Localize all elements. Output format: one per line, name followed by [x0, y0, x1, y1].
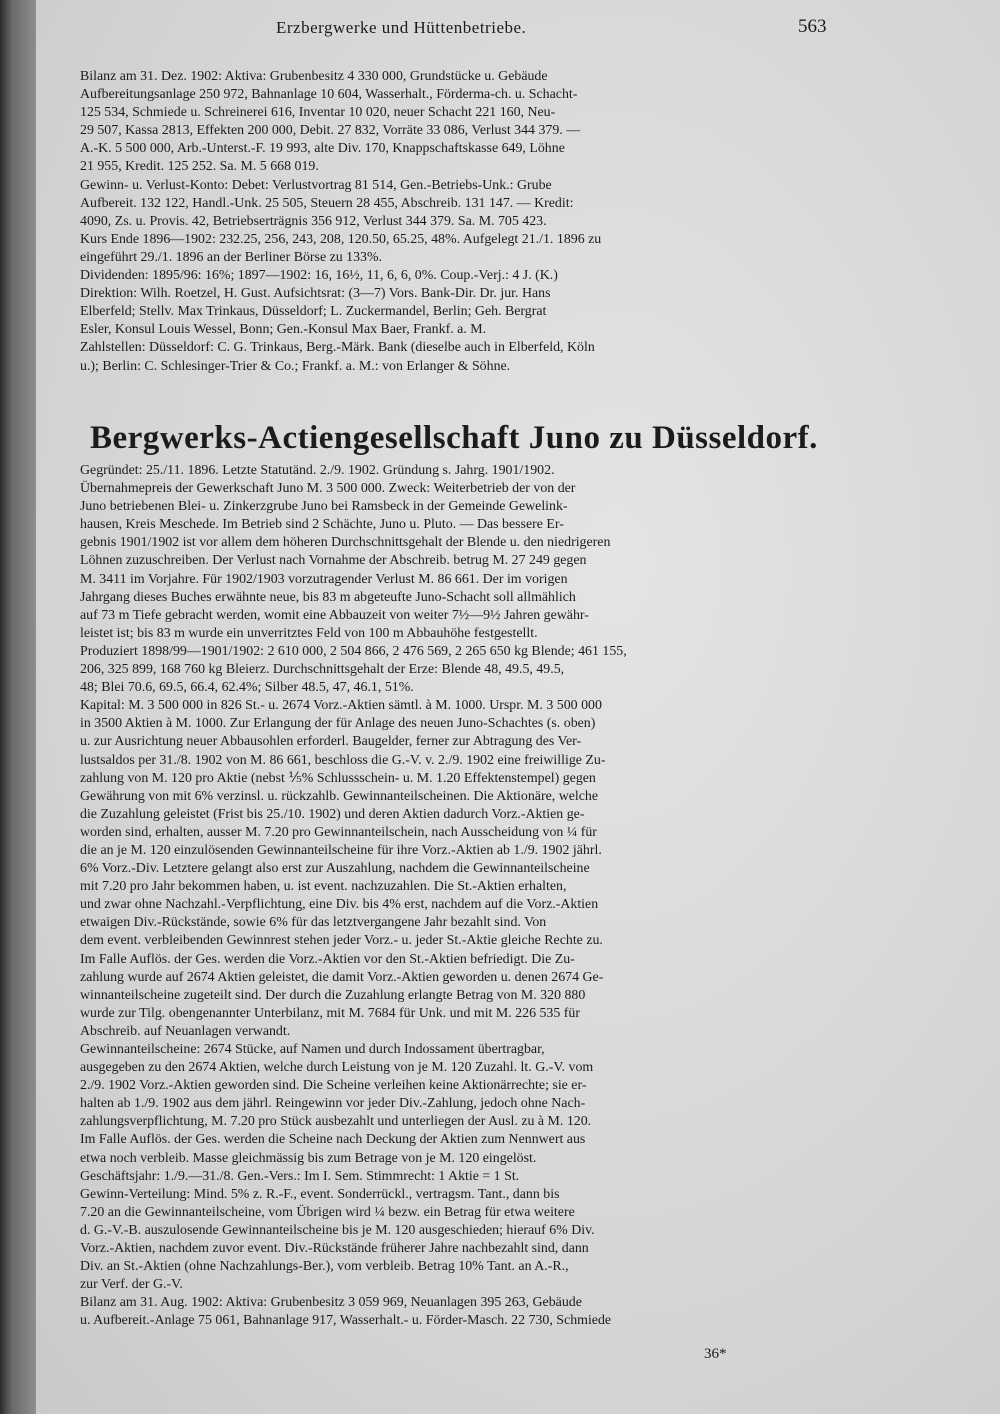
text-line: worden sind, erhalten, ausser M. 7.20 pro Gewinnanteilschein, nach Ausscheidung von ¼ für	[80, 824, 597, 840]
company-entry-body	[80, 462, 892, 1331]
text-line: Im Falle Auflös. der Ges. werden die Vorz.-Aktien vor den St.-Aktien befriedigt. Die Zu-	[80, 951, 575, 967]
text-line: Direktion: Wilh. Roetzel, H. Gust. Aufsichtsrat: (3—7) Vors. Bank-Dir. Dr. jur. Hans	[80, 286, 551, 302]
text-line: A.-K. 5 500 000, Arb.-Unterst.-F. 19 993, alte Div. 170, Knappschaftskasse 649, Löhne	[80, 141, 565, 157]
text-line: lustsaldos per 31./8. 1902 von M. 86 661, beschloss die G.-V. v. 2./9. 1902 eine freiwillige Zu-	[80, 752, 606, 768]
text-line: zur Verf. der G.-V.	[80, 1277, 183, 1293]
text-line: eingeführt 29./1. 1896 an der Berliner Börse zu 133%.	[80, 249, 383, 265]
text-line: 48; Blei 70.6, 69.5, 66.4, 62.4%; Silber 48.5, 47, 46.1, 51%.	[80, 680, 414, 696]
text-line: zahlung wurde auf 2674 Aktien geleistet, die damit Vorz.-Aktien geworden u. denen 2674 Ge-	[80, 969, 604, 985]
text-line: mit 7.20 pro Jahr bekommen haben, u. ist event. nachzuzahlen. Die St.-Aktien erhalten,	[80, 879, 567, 895]
text-line: Kurs Ende 1896—1902: 232.25, 256, 243, 208, 120.50, 65.25, 48%. Aufgelegt 21./1. 1896 zu	[80, 231, 602, 247]
text-line: Gewinn-Verteilung: Mind. 5% z. R.-F., event. Sonderrückl., vertragsm. Tant., dann bis	[80, 1186, 560, 1202]
text-line: Vorz.-Aktien, nachdem zuvor event. Div.-Rückstände früherer Jahre nachbezahlt sind, dann	[80, 1241, 589, 1257]
text-line: M. 3411 im Vorjahre. Für 1902/1903 vorzutragender Verlust M. 86 661. Der im vorigen	[80, 571, 568, 587]
text-line: 2./9. 1902 Vorz.-Aktien geworden sind. Die Scheine verleihen keine Aktionärrechte; sie er-	[80, 1078, 587, 1094]
text-line: winnanteilscheine zugeteilt sind. Der durch die Zuzahlung erlangte Betrag von M. 320 880	[80, 987, 586, 1003]
text-line: die an je M. 120 einzulösenden Gewinnanteilscheine für ihre Vorz.-Aktien ab 1./9. 1902 jährl.	[80, 842, 602, 858]
text-line: zahlungsverpflichtung, M. 7.20 pro Stück ausbezahlt und unterliegen der Ausl. zu à M. 120.	[80, 1114, 592, 1130]
page-number: 563	[798, 16, 827, 37]
text-line: 7.20 an die Gewinnanteilscheine, vom Übrigen wird ¼ bezw. ein Betrag für etwa weitere	[80, 1204, 575, 1220]
text-line: zahlung von M. 120 pro Aktie (nebst ⅕% Schlussschein- u. M. 1.20 Effektenstempel) gegen	[80, 770, 596, 786]
text-line: hausen, Kreis Meschede. Im Betrieb sind 2 Schächte, Juno u. Pluto. — Das bessere Er-	[80, 517, 564, 533]
text-line: u. Aufbereit.-Anlage 75 061, Bahnanlage 917, Wasserhalt.- u. Förder-Masch. 22 730, Schmiede	[80, 1313, 612, 1329]
text-line: Kapital: M. 3 500 000 in 826 St.- u. 2674 Vorz.-Aktien sämtl. à M. 1000. Urspr. M. 3 500 000	[80, 698, 602, 714]
text-line: Geschäftsjahr: 1./9.—31./8. Gen.-Vers.: Im I. Sem. Stimmrecht: 1 Aktie = 1 St.	[80, 1168, 520, 1184]
text-line: Esler, Konsul Louis Wessel, Bonn; Gen.-Konsul Max Baer, Frankf. a. M.	[80, 322, 487, 338]
text-line: Produziert 1898/99—1901/1902: 2 610 000, 2 504 866, 2 476 569, 2 265 650 kg Blende; 461 155,	[80, 643, 627, 659]
text-line: wurde zur Tilg. obengenannter Unterbilanz, mit M. 7684 für Unk. und mit M. 226 535 für	[80, 1005, 580, 1021]
text-line: 206, 325 899, 168 760 kg Bleierz. Durchschnittsgehalt der Erze: Blende 48, 49.5, 49.5,	[80, 662, 565, 678]
text-line: Zahlstellen: Düsseldorf: C. G. Trinkaus, Berg.-Märk. Bank (dieselbe auch in Elberfeld, Köln	[80, 340, 595, 356]
text-line: Elberfeld; Stellv. Max Trinkaus, Düsseldorf; L. Zuckermandel, Berlin; Geh. Bergrat	[80, 304, 547, 320]
company-heading: Bergwerks-Actiengesellschaft Juno zu Düsseldorf.	[90, 420, 818, 456]
text-line: Bilanz am 31. Aug. 1902: Aktiva: Grubenbesitz 3 059 969, Neuanlagen 395 263, Gebäude	[80, 1295, 582, 1311]
text-line: Im Falle Auflös. der Ges. werden die Scheine nach Deckung der Aktien zum Nennwert aus	[80, 1132, 586, 1148]
text-line: Dividenden: 1895/96: 16%; 1897—1902: 16, 16½, 11, 6, 6, 0%. Coup.-Verj.: 4 J. (K.)	[80, 268, 558, 284]
running-header: Erzbergwerke und Hüttenbetriebe.	[276, 18, 527, 37]
text-line: Div. an St.-Aktien (ohne Nachzahlungs-Ber.), vom verbleib. Betrag 10% Tant. an A.-R.,	[80, 1259, 569, 1275]
text-line: halten ab 1./9. 1902 aus dem jährl. Reingewinn vor jeder Div.-Zahlung, jedoch ohne Nach-	[80, 1096, 586, 1112]
text-line: Gewährung von mit 6% verzinsl. u. rückzahlb. Gewinnanteilscheinen. Die Aktionäre, welche	[80, 788, 599, 804]
text-line: Löhnen zuzuschreiben. Der Verlust nach Vornahme der Abschreib. betrug M. 27 249 gegen	[80, 553, 587, 569]
text-line: in 3500 Aktien à M. 1000. Zur Erlangung der für Anlage des neuen Juno-Schachtes (s. oben)	[80, 716, 596, 732]
text-line: u. zur Ausrichtung neuer Abbausohlen erforderl. Baugelder, ferner zur Abtragung des Ver-	[80, 734, 582, 750]
previous-company-entry	[80, 68, 892, 376]
text-line: Gewinnanteilscheine: 2674 Stücke, auf Namen und durch Indossament übertragbar,	[80, 1042, 545, 1057]
text-line: 21 955, Kredit. 125 252. Sa. M. 5 668 019.	[80, 159, 319, 175]
adjacent-page-edge	[0, 0, 36, 1414]
text-line: Jahrgang dieses Buches erwähnte neue, bis 83 m abgeteufte Juno-Schacht soll allmählich	[80, 589, 576, 605]
text-line: ausgegeben zu den 2674 Aktien, welche durch Leistung von je M. 120 Zuzahl. lt. G.-V. vom	[80, 1060, 594, 1076]
text-line: u.); Berlin: C. Schlesinger-Trier & Co.; Frankf. a. M.: von Erlanger & Söhne.	[80, 358, 511, 374]
text-line: d. G.-V.-B. auszulosende Gewinnanteilscheine bis je M. 120 ausgeschieden; hierauf 6% Div.	[80, 1222, 595, 1238]
text-line: Übernahmepreis der Gewerkschaft Juno M. 3 500 000. Zweck: Weiterbetrieb der von der	[80, 481, 576, 497]
text-line: Aufbereitungsanlage 250 972, Bahnanlage 10 604, Wasserhalt., Förderma-ch. u. Schacht-	[80, 87, 578, 103]
text-line: 125 534, Schmiede u. Schreinerei 616, Inventar 10 020, neuer Schacht 221 160, Neu-	[80, 105, 556, 121]
text-line: etwaigen Div.-Rückstände, sowie 6% für das letztvergangene Jahr bezahlt sind. Von	[80, 915, 547, 931]
text-line: etwa noch verbleib. Masse gleichmässig bis zum Betrage von je M. 120 eingelöst.	[80, 1150, 537, 1166]
text-line: und zwar ohne Nachzahl.-Verpflichtung, eine Div. bis 4% erst, nachdem auf die Vorz.-Aktien	[80, 897, 599, 913]
text-line: auf 73 m Tiefe gebracht werden, womit eine Abbauzeit von weiter 7½—9½ Jahren gewähr-	[80, 607, 589, 623]
text-line: 29 507, Kassa 2813, Effekten 200 000, Debit. 27 832, Vorräte 33 086, Verlust 344 379. —	[80, 123, 581, 139]
text-line: Bilanz am 31. Dez. 1902: Aktiva: Grubenbesitz 4 330 000, Grundstücke u. Gebäude	[80, 69, 548, 84]
book-page	[36, 0, 1000, 1414]
text-line: dem event. verbleibenden Gewinnrest stehen jeder Vorz.- u. jeder St.-Aktie gleiche Rechte zu.	[80, 933, 603, 949]
text-line: leistet ist; bis 83 m wurde ein unverritztes Feld von 100 m Abbauhöhe festgestellt.	[80, 625, 538, 641]
text-line: 6% Vorz.-Div. Letztere gelangt also erst zur Auszahlung, nachdem die Gewinnanteilscheine	[80, 861, 590, 877]
text-line: Juno betriebenen Blei- u. Zinkerzgrube Juno bei Ramsbeck in der Gemeinde Gewelink-	[80, 499, 568, 515]
text-line: Aufbereit. 132 122, Handl.-Unk. 25 505, Steuern 28 455, Abschreib. 131 147. — Kredit:	[80, 195, 574, 211]
text-line: die Zuzahlung geleistet (Frist bis 25./10. 1902) und deren Aktien dadurch Vorz.-Aktien ge-	[80, 806, 585, 822]
signature-mark: 36*	[704, 1346, 727, 1362]
text-line: Gegründet: 25./11. 1896. Letzte Statutänd. 2./9. 1902. Gründung s. Jahrg. 1901/1902.	[80, 463, 555, 478]
text-line: 4090, Zs. u. Provis. 42, Betriebserträgnis 356 912, Verlust 344 379. Sa. M. 705 423.	[80, 213, 547, 229]
text-line: Gewinn- u. Verlust-Konto: Debet: Verlustvortrag 81 514, Gen.-Betriebs-Unk.: Grube	[80, 177, 552, 193]
text-line: Abschreib. auf Neuanlagen verwandt.	[80, 1023, 291, 1039]
text-line: gebnis 1901/1902 ist vor allem dem höheren Durchschnittsgehalt der Blende u. den niedrigeren	[80, 535, 611, 551]
